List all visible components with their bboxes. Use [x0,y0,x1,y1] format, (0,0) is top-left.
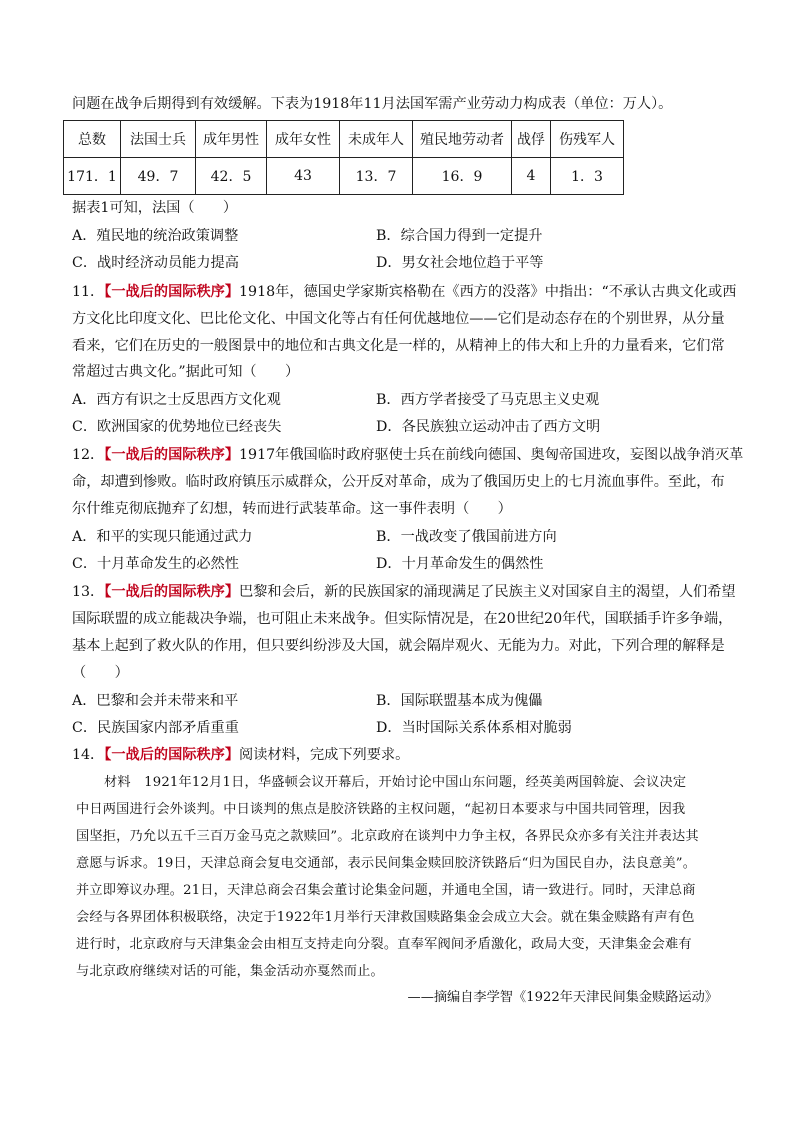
q14-topic-tag: 【一战后的国际秩序】 [104,747,240,763]
q11-line-4: 常超过古典文化。”据此可知（ ） [72,364,300,380]
intro-text: 问题在战争后期得到有效缓解。下表为1918年11月法国军需产业劳动力构成表（单位：万人）。 [72,96,673,112]
q13-line-4: （ ） [72,665,129,681]
labor-table [63,120,624,195]
q10-option-a[interactable]: A．殖民地的统治政策调整 [72,228,239,244]
table-cell: 42．5 [196,158,267,195]
q10-option-d[interactable]: D．男女社会地位趋于平等 [376,255,544,271]
q13-option-c[interactable]: C．民族国家内部矛盾重重 [72,720,239,736]
q11-number: 11． [72,284,105,300]
q13-option-a[interactable]: A．巴黎和会并未带来和平 [72,693,239,709]
material-line: 国坚拒，乃允以五千三百万金马克之款赎回”。北京政府在谈判中力争主权，各界民众亦多有关注并表达其 [76,829,699,844]
q14-line-1 [72,745,409,765]
table-row [64,158,624,195]
q13-line-1 [72,582,736,602]
q13-option-b[interactable]: B．国际联盟基本成为傀儡 [376,693,543,709]
table-cell: 4 [512,158,551,195]
q12-option-d[interactable]: D．十月革命发生的偶然性 [376,556,544,572]
q13-topic-tag: 【一战后的国际秩序】 [104,584,240,600]
table-header-cell: 未成年人 [340,121,413,158]
q11-option-a[interactable]: A．西方有识之士反思西方文化观 [72,392,281,408]
q11-topic-tag: 【一战后的国际秩序】 [104,284,240,300]
q12-text: 1917年俄国临时政府驱使士兵在前线向德国、奥匈帝国进攻，妄图以战争消灭革 [239,447,744,463]
table-header-cell: 成年男性 [196,121,267,158]
material-line: 进行时，北京政府与天津集金会由相互支持走向分裂。直奉军阀间矛盾激化，政局大变，天津集金会难有 [76,937,692,952]
table-header-cell: 伤残军人 [551,121,624,158]
q11-line-1 [72,282,736,302]
material-line: 意愿与诉求。19日，天津总商会复电交通部，表示民间集金赎回胶济铁路后“归为国民自办，法良意美”。 [76,856,697,871]
table-cell: 13．7 [340,158,413,195]
q12-line-1 [72,445,743,465]
table-header-cell: 战俘 [512,121,551,158]
table-cell: 43 [267,158,340,195]
q12-line-2: 命，却遭到惨败。临时政府镇压示威群众，公开反对革命，成为了俄国历史上的七月流血事件。至此，布 [72,474,725,490]
q12-option-a[interactable]: A．和平的实现只能通过武力 [72,529,253,545]
table-header-cell: 总数 [64,121,121,158]
q10-stem: 据表1可知，法国（ ） [72,200,238,216]
table-header-row [64,121,624,158]
table-header-cell: 法国士兵 [121,121,196,158]
q11-option-d[interactable]: D．各民族独立运动冲击了西方文明 [376,419,601,435]
material-line: 材料 1921年12月1日，华盛顿会议开幕后，开始讨论中国山东问题，经英美两国斡旋、会议决定 [104,775,687,790]
table-cell: 1．3 [551,158,624,195]
material-line: 并立即筹议办理。21日，天津总商会召集会董讨论集金问题，并通电全国，请一致进行。同时，天津总商 [76,883,696,898]
table-cell: 171．1 [64,158,121,195]
q11-option-b[interactable]: B．西方学者接受了马克思主义史观 [376,392,600,408]
q13-number: 13． [72,584,105,600]
table-header-cell: 成年女性 [267,121,340,158]
q13-line-2: 国际联盟的成立能裁决争端，也可阻止未来战争。但实际情况是，在20世纪20年代，国联插手许多争端， [72,611,733,627]
q12-option-b[interactable]: B．一战改变了俄国前进方向 [376,529,557,545]
material-line: 与北京政府继续对话的可能，集金活动亦戛然而止。 [76,964,384,979]
table-cell: 49．7 [121,158,196,195]
q14-number: 14． [72,747,105,763]
q12-topic-tag: 【一战后的国际秩序】 [104,447,240,463]
q13-line-3: 基本上起到了救火队的作用，但只要纠纷涉及大国，就会隔岸观火、无能为力。对此，下列合理的解释是 [72,638,725,654]
q13-option-d[interactable]: D．当时国际关系体系相对脆弱 [376,720,572,736]
material-source: ——摘编自李学智《1922年天津民间集金赎路运动》 [407,990,718,1005]
q12-option-c[interactable]: C．十月革命发生的必然性 [72,556,239,572]
material-line: 中日两国进行会外谈判。中日谈判的焦点是胶济铁路的主权问题，“起初日本要求与中国共同管理，因我 [76,802,686,817]
q11-line-3: 看来，它们在历史的一般图景中的地位和古典文化是一样的，从精神上的伟大和上升的力量看来，它们常 [72,338,725,354]
q10-option-c[interactable]: C．战时经济动员能力提高 [72,255,239,271]
q13-text: 巴黎和会后，新的民族国家的涌现满足了民族主义对国家自主的渴望，人们希望 [239,584,736,600]
q10-option-b[interactable]: B．综合国力得到一定提升 [376,228,543,244]
q12-number: 12． [72,447,105,463]
q11-line-2: 方文化比印度文化、巴比伦文化、中国文化等占有任何优越地位——它们是动态存在的个别世界，从分量 [72,311,725,327]
q11-option-c[interactable]: C．欧洲国家的优势地位已经丧失 [72,419,282,435]
material-line: 会经与各界团体积极联络，决定于1922年1月举行天津救国赎路集金会成立大会。就在集金赎路有声有色 [76,910,695,925]
q12-line-3: 尔什维克彻底抛弃了幻想，转而进行武装革命。这一事件表明（ ） [72,501,512,517]
table-cell: 16．9 [413,158,512,195]
table-header-cell: 殖民地劳动者 [413,121,512,158]
q11-text: 1918年，德国史学家斯宾格勒在《西方的没落》中指出：“不承认古典文化或西 [239,284,737,300]
q14-text: 阅读材料，完成下列要求。 [239,747,410,763]
